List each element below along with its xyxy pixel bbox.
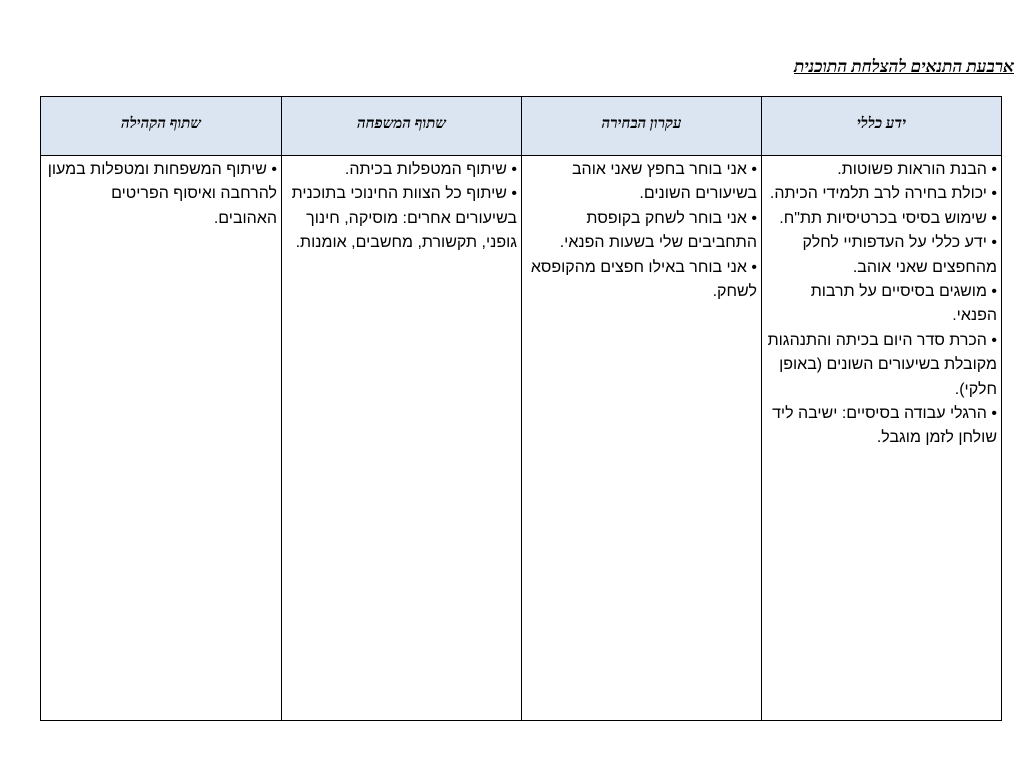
list-item: • הכרת סדר היום בכיתה והתנהגות מקובלת בשיעורים השונים (באופן חלקי). <box>767 331 997 398</box>
list-item: • מושגים בסיסיים על תרבות הפנאי. <box>810 283 997 325</box>
page-title: ארבעת התנאים להצלחת התוכנית <box>793 57 1014 76</box>
cell-choice-principle <box>522 156 762 721</box>
cell-general-knowledge <box>762 156 1002 721</box>
list-item: • הבנת הוראות פשוטות. <box>837 161 997 178</box>
cell-family-involvement <box>282 156 522 721</box>
header-family-involvement: שתוף המשפחה <box>282 97 522 156</box>
list-item: • שימוש בסיסי בכרטיסיות תת"ח. <box>779 209 997 227</box>
table-row <box>41 156 1002 721</box>
table-header-row <box>41 97 1002 156</box>
header-general-knowledge: ידע כללי <box>762 97 1002 156</box>
cell-community-involvement <box>41 156 282 721</box>
list-item: • אני בוחר באילו חפצים מהקופסא לשחק. <box>530 258 757 301</box>
list-item: • אני בוחר בחפץ שאני אוהב בשיעורים השונים. <box>571 161 757 203</box>
list-item: • שיתוף כל הצוות החינוכי בתוכנית בשיעורים אחרים: מוסיקה, חינוך גופני, תקשורת, מחשבים, אומנות. <box>291 185 517 252</box>
list-item: • ידע כללי על העדפותיי לחלק מהחפצים שאני אוהב. <box>802 234 997 276</box>
list-item: • אני בוחר לשחק בקופסת התחביבים שלי בשעות הפנאי. <box>559 209 757 252</box>
header-community-involvement: שתוף הקהילה <box>41 97 282 156</box>
list-item: • שיתוף המטפלות בכיתה. <box>344 161 517 178</box>
list-item: • יכולת בחירה לרב תלמידי הכיתה. <box>769 185 997 203</box>
list-item: • הרגלי עבודה בסיסיים: ישיבה ליד שולחן לזמן מוגבל. <box>772 405 997 447</box>
conditions-table <box>40 96 1002 721</box>
header-choice-principle: עקרון הבחירה <box>522 97 762 156</box>
list-item: • שיתוף המשפחות ומטפלות במעון להרחבה ואיסוף הפריטים האהובים. <box>47 161 277 227</box>
